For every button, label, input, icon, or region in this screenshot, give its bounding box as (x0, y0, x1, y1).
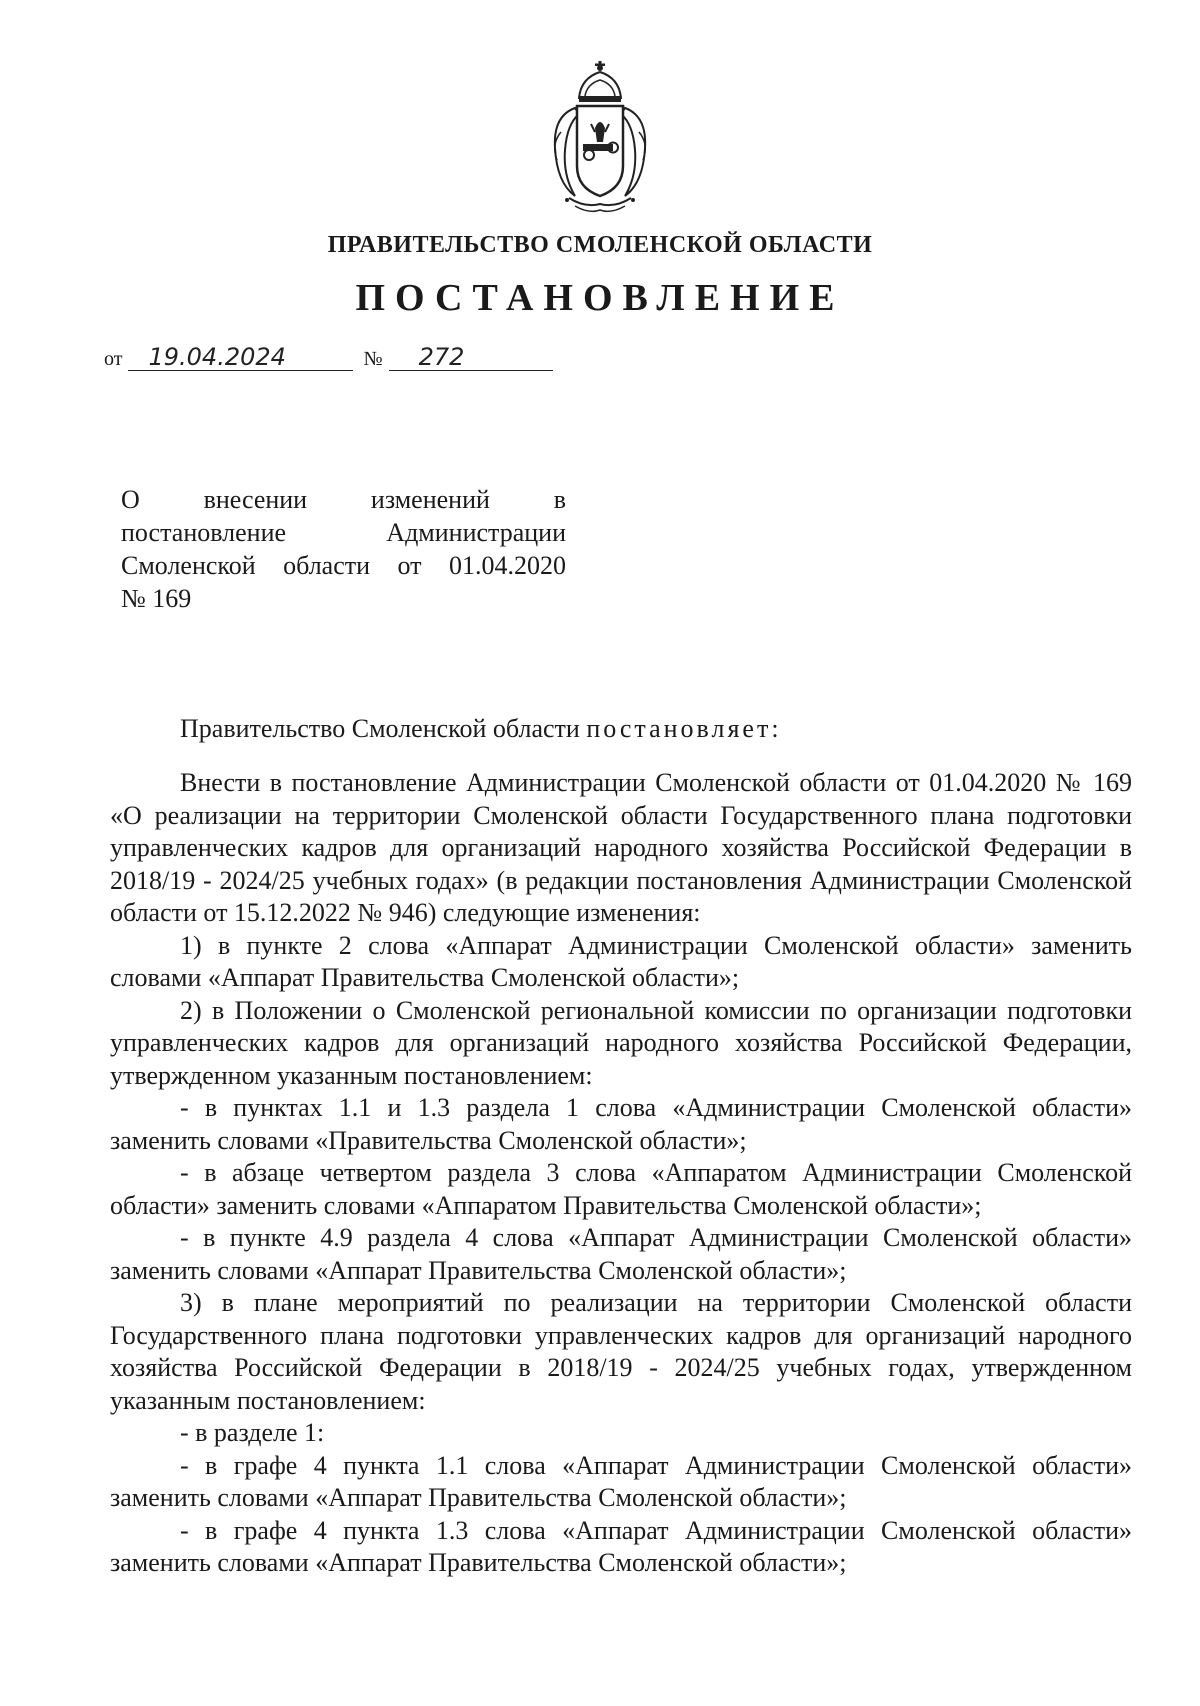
subject-line: Смоленской области от 01.04.2020 (121, 551, 566, 580)
body-paragraph: Внести в постановление Администрации Смоленской области от 01.04.2020 № 169 «О реализации на территории Смоленской области Государственного плана подготовки управленческих кадров для организаций народного хозяйства Российской Федерации в 2018/19 - 2024/25 учебных годах» (в редакции постановления Администрации Смоленской области от 15.12.2022 № 946) следующие изменения: (110, 768, 1132, 927)
government-title: ПРАВИТЕЛЬСТВО СМОЛЕНСКОЙ ОБЛАСТИ (327, 232, 873, 258)
body-paragraph: 2) в Положении о Смоленской региональной комиссии по организации подготовки управленческих кадров для организаций народного хозяйства Российской Федерации, утвержденном указанным постановлением: (110, 995, 1132, 1090)
body-paragraph: - в графе 4 пункта 1.1 слова «Аппарат Администрации Смоленской области» заменить словами «Аппарат Правительства Смоленской области»; (110, 1450, 1132, 1512)
date-number-line (104, 344, 553, 371)
document-date: 19.04.2024 (128, 344, 353, 371)
subject-line: О внесении изменений в (121, 485, 566, 514)
number-prefix: № (363, 348, 383, 370)
body-paragraph: - в пунктах 1.1 и 1.3 раздела 1 слова «Администрации Смоленской области» заменить словами «Правительства Смоленской области»; (110, 1093, 1132, 1155)
body-paragraph: - в разделе 1: (180, 1418, 325, 1447)
subject-line: постановление Администрации (121, 518, 566, 547)
preamble (180, 712, 782, 745)
body-paragraph: - в абзаце четвертом раздела 3 слова «Аппаратом Администрации Смоленской области» заменить словами «Аппаратом Правительства Смоленской области»; (110, 1158, 1132, 1220)
body-paragraph: 1) в пункте 2 слова «Аппарат Администрации Смоленской области» заменить словами «Аппарат Правительства Смоленской области»; (110, 930, 1132, 992)
document-subject (121, 483, 566, 615)
body-paragraph: - в графе 4 пункта 1.3 слова «Аппарат Администрации Смоленской области» заменить словами «Аппарат Правительства Смоленской области»; (110, 1515, 1132, 1577)
body-paragraph: 3) в плане мероприятий по реализации на территории Смоленской области Государственного плана подготовки управленческих кадров для организаций народного хозяйства Российской Федерации в 2018/19 - 2024/25 учебных годах, утвержденном указанным постановлением: (110, 1288, 1132, 1415)
document-body (110, 767, 1132, 1580)
preamble-verb: постановляет: (586, 714, 782, 743)
document-type-title: ПОСТАНОВЛЕНИЕ (355, 277, 845, 319)
subject-line: № 169 (121, 584, 192, 613)
date-prefix: от (104, 348, 123, 370)
preamble-lead: Правительство Смоленской области (180, 714, 580, 743)
coat-of-arms-icon (545, 58, 655, 218)
document-number: 272 (389, 344, 553, 371)
body-paragraph: - в пункте 4.9 раздела 4 слова «Аппарат Администрации Смоленской области» заменить словами «Аппарат Правительства Смоленской области»; (110, 1223, 1132, 1285)
